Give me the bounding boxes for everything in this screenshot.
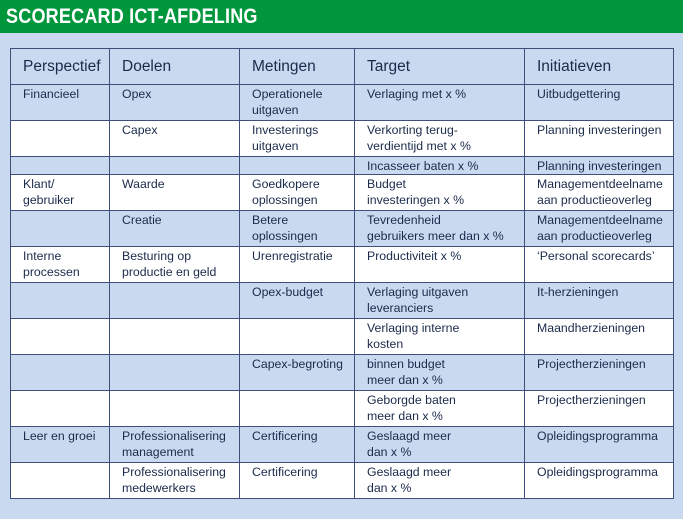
cell-text: dan x % bbox=[367, 481, 412, 495]
table-cell-metingen bbox=[240, 319, 355, 355]
table-row bbox=[11, 355, 674, 391]
cell-text: uitgaven bbox=[252, 103, 299, 117]
cell-text: Besturing op bbox=[122, 249, 192, 263]
cell-text: Geslaagd meer bbox=[367, 465, 452, 479]
table-cell-metingen bbox=[240, 175, 355, 211]
table-header-row bbox=[11, 49, 674, 85]
table-cell-target bbox=[355, 391, 525, 427]
cell-text: Verkorting terug- bbox=[367, 123, 458, 137]
column-header-doelen: Doelen bbox=[110, 49, 240, 85]
cell-text: Opex bbox=[122, 87, 152, 101]
table-cell-metingen bbox=[240, 391, 355, 427]
cell-text: Operationele bbox=[252, 87, 323, 101]
table-cell-perspectief bbox=[11, 427, 110, 463]
cell-text: Financieel bbox=[23, 87, 80, 101]
cell-text: meer dan x % bbox=[367, 409, 443, 423]
cell-text: Opex-budget bbox=[252, 285, 324, 299]
table-cell-metingen bbox=[240, 157, 355, 175]
table-cell-metingen bbox=[240, 355, 355, 391]
cell-text: leveranciers bbox=[367, 301, 434, 315]
cell-text: Verlaging uitgaven bbox=[367, 285, 469, 299]
table-cell-perspectief bbox=[11, 157, 110, 175]
table-cell-doelen bbox=[110, 427, 240, 463]
table-cell-perspectief bbox=[11, 463, 110, 499]
table-cell-target bbox=[355, 157, 525, 175]
document-title: SCORECARD ICT-AFDELING bbox=[6, 5, 258, 28]
cell-text: Tevredenheid bbox=[367, 213, 441, 227]
scorecard-panel bbox=[0, 33, 683, 519]
table-cell-metingen bbox=[240, 85, 355, 121]
cell-text: oplossingen bbox=[252, 229, 318, 243]
table-cell-doelen bbox=[110, 355, 240, 391]
cell-text: verdientijd met x % bbox=[367, 139, 471, 153]
scorecard-table bbox=[10, 48, 674, 499]
cell-text: Managementdeelname bbox=[537, 213, 663, 227]
table-cell-target bbox=[355, 85, 525, 121]
table-cell-target bbox=[355, 355, 525, 391]
cell-text: binnen budget bbox=[367, 357, 445, 371]
cell-text: Uitbudgettering bbox=[537, 87, 621, 101]
table-cell-perspectief bbox=[11, 175, 110, 211]
cell-text: Professionalisering bbox=[122, 429, 226, 443]
table-cell-initiatieven bbox=[525, 391, 674, 427]
cell-text: Certificering bbox=[252, 429, 318, 443]
table-cell-perspectief bbox=[11, 85, 110, 121]
table-row bbox=[11, 157, 674, 175]
cell-text: Capex bbox=[122, 123, 158, 137]
cell-text: Interne bbox=[23, 249, 62, 263]
table-cell-target bbox=[355, 283, 525, 319]
cell-text: gebruikers meer dan x % bbox=[367, 229, 504, 243]
document-header bbox=[0, 0, 683, 33]
table-cell-metingen bbox=[240, 247, 355, 283]
column-header-metingen: Metingen bbox=[240, 49, 355, 85]
table-cell-metingen bbox=[240, 283, 355, 319]
cell-text: Managementdeelname bbox=[537, 177, 663, 191]
table-cell-target bbox=[355, 427, 525, 463]
cell-text: Opleidingsprogramma bbox=[537, 465, 658, 479]
cell-text: Incasseer baten x % bbox=[367, 159, 479, 173]
table-cell-doelen bbox=[110, 319, 240, 355]
table-cell-initiatieven bbox=[525, 211, 674, 247]
cell-text: Klant/ bbox=[23, 177, 55, 191]
cell-text: Planning investeringen bbox=[537, 159, 662, 173]
table-cell-metingen bbox=[240, 463, 355, 499]
table-cell-perspectief bbox=[11, 283, 110, 319]
table-cell-initiatieven bbox=[525, 175, 674, 211]
table-cell-doelen bbox=[110, 391, 240, 427]
table-row bbox=[11, 463, 674, 499]
table-cell-perspectief bbox=[11, 391, 110, 427]
table-cell-initiatieven bbox=[525, 355, 674, 391]
table-row bbox=[11, 247, 674, 283]
table-cell-doelen bbox=[110, 157, 240, 175]
cell-text: Budget bbox=[367, 177, 406, 191]
cell-text: Capex-begroting bbox=[252, 357, 343, 371]
table-cell-doelen bbox=[110, 85, 240, 121]
cell-text: productie en geld bbox=[122, 265, 217, 279]
cell-text: aan productieoverleg bbox=[537, 229, 652, 243]
table-cell-metingen bbox=[240, 121, 355, 157]
table-cell-target bbox=[355, 211, 525, 247]
cell-text: Opleidingsprogramma bbox=[537, 429, 658, 443]
cell-text: Investerings bbox=[252, 123, 319, 137]
table-cell-target bbox=[355, 247, 525, 283]
table-cell-initiatieven bbox=[525, 427, 674, 463]
cell-text: Leer en groei bbox=[23, 429, 96, 443]
cell-text: Certificering bbox=[252, 465, 318, 479]
cell-text: ‘Personal scorecards’ bbox=[537, 249, 655, 263]
table-cell-target bbox=[355, 121, 525, 157]
cell-text: processen bbox=[23, 265, 80, 279]
table-cell-doelen bbox=[110, 175, 240, 211]
cell-text: medewerkers bbox=[122, 481, 196, 495]
table-cell-perspectief bbox=[11, 319, 110, 355]
cell-text: management bbox=[122, 445, 194, 459]
table-cell-doelen bbox=[110, 121, 240, 157]
table-cell-doelen bbox=[110, 463, 240, 499]
table-cell-doelen bbox=[110, 247, 240, 283]
column-header-target: Target bbox=[355, 49, 525, 85]
table-cell-doelen bbox=[110, 211, 240, 247]
cell-text: kosten bbox=[367, 337, 404, 351]
table-body bbox=[11, 85, 674, 499]
table-row bbox=[11, 121, 674, 157]
table-row bbox=[11, 283, 674, 319]
cell-text: Goedkopere bbox=[252, 177, 320, 191]
table-cell-initiatieven bbox=[525, 157, 674, 175]
cell-text: Projectherzieningen bbox=[537, 357, 646, 371]
cell-text: oplossingen bbox=[252, 193, 318, 207]
table-cell-initiatieven bbox=[525, 85, 674, 121]
table-row bbox=[11, 319, 674, 355]
cell-text: Waarde bbox=[122, 177, 165, 191]
cell-text: investeringen x % bbox=[367, 193, 465, 207]
table-cell-initiatieven bbox=[525, 247, 674, 283]
table-cell-target bbox=[355, 463, 525, 499]
table-cell-initiatieven bbox=[525, 319, 674, 355]
cell-text: Planning investeringen bbox=[537, 123, 662, 137]
table-cell-initiatieven bbox=[525, 283, 674, 319]
table-row bbox=[11, 427, 674, 463]
table-cell-perspectief bbox=[11, 121, 110, 157]
column-header-perspectief: Perspectief bbox=[11, 49, 110, 85]
table-cell-target bbox=[355, 319, 525, 355]
cell-text: Verlaging interne bbox=[367, 321, 460, 335]
cell-text: dan x % bbox=[367, 445, 412, 459]
cell-text: Betere bbox=[252, 213, 289, 227]
cell-text: Maandherzieningen bbox=[537, 321, 646, 335]
cell-text: Creatie bbox=[122, 213, 162, 227]
cell-text: gebruiker bbox=[23, 193, 75, 207]
table-cell-metingen bbox=[240, 211, 355, 247]
cell-text: uitgaven bbox=[252, 139, 299, 153]
cell-text: aan productieoverleg bbox=[537, 193, 652, 207]
cell-text: Professionalisering bbox=[122, 465, 226, 479]
table-cell-target bbox=[355, 175, 525, 211]
table-cell-perspectief bbox=[11, 247, 110, 283]
cell-text: Projectherzieningen bbox=[537, 393, 646, 407]
table-cell-doelen bbox=[110, 283, 240, 319]
table-cell-initiatieven bbox=[525, 463, 674, 499]
cell-text: Productiviteit x % bbox=[367, 249, 462, 263]
table-cell-perspectief bbox=[11, 355, 110, 391]
table-row bbox=[11, 85, 674, 121]
cell-text: It-herzieningen bbox=[537, 285, 619, 299]
cell-text: meer dan x % bbox=[367, 373, 443, 387]
table-row bbox=[11, 391, 674, 427]
column-header-initiatieven: Initiatieven bbox=[525, 49, 674, 85]
table-cell-perspectief bbox=[11, 211, 110, 247]
table-row bbox=[11, 175, 674, 211]
table-cell-initiatieven bbox=[525, 121, 674, 157]
cell-text: Verlaging met x % bbox=[367, 87, 467, 101]
table-row bbox=[11, 211, 674, 247]
cell-text: Geborgde baten bbox=[367, 393, 456, 407]
cell-text: Urenregistratie bbox=[252, 249, 333, 263]
table-cell-metingen bbox=[240, 427, 355, 463]
cell-text: Geslaagd meer bbox=[367, 429, 452, 443]
